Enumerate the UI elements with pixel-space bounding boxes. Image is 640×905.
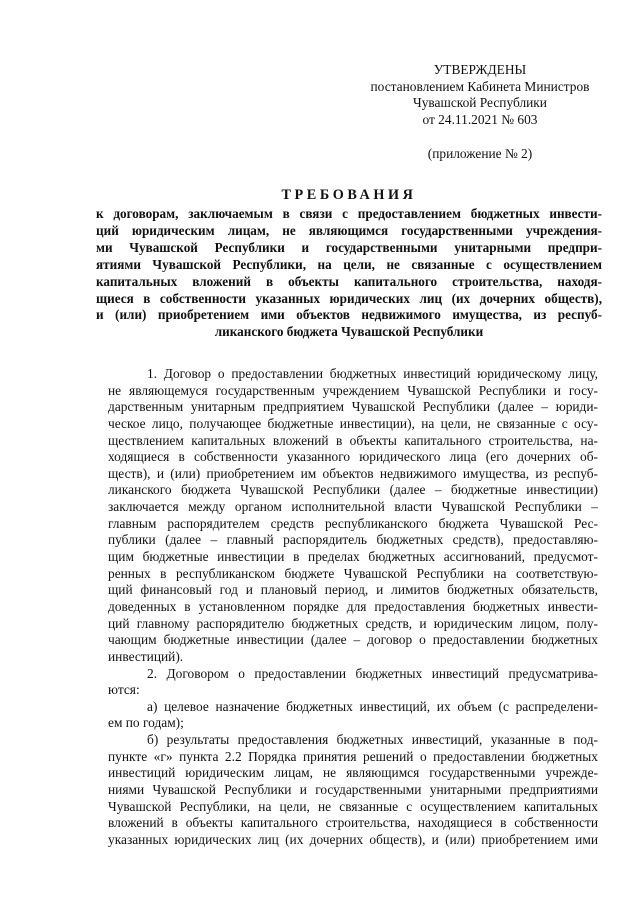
document-body [108, 366, 598, 849]
paragraph-1-line: публики (далее – главный распорядитель бюджетных средств), предоставляю- [108, 532, 598, 548]
subtitle-line: ликанского бюджета Чувашской Республики [214, 324, 484, 340]
approval-region: Чувашской Республики [413, 95, 547, 110]
paragraph-1-line: дарственным унитарным предприятием Чувашской Республики (далее – юриди- [108, 399, 598, 415]
paragraph-1-line: ществ), и (или) приобретением им объектов недвижимого имущества, из респуб- [108, 465, 598, 481]
approval-date-number: от 24.11.2021 № 603 [422, 111, 538, 127]
item-a-line: ем по годам); [108, 715, 184, 731]
paragraph-1-line: ходящиеся в собственности указанного юридического лица (его дочерних об- [108, 449, 598, 465]
item-b-line: пункте «г» пункта 2.2 Порядка принятия решений о предоставлении бюджетных [108, 748, 598, 764]
approval-stamp [360, 62, 600, 128]
subtitle-line: ми Чувашской Республики и государственными унитарными предпри- [96, 239, 602, 255]
subtitle-line: ятиями Чувашской Республики, на цели, не связанные с осуществлением [96, 256, 602, 272]
item-b-line: б) результаты предоставления бюджетных инвестиций, указанные в под- [147, 732, 598, 748]
paragraph-1-line: инвестиций). [108, 648, 184, 664]
item-b-line: ниями Чувашской Республики и государственными унитарными предприятиями [108, 782, 598, 798]
paragraph-1-line: 1. Договор о предоставлении бюджетных инвестиций юридическому лицу, [147, 366, 598, 381]
paragraph-1-line: ществлением капитальных вложений в объекты капитального строительства, на- [108, 432, 598, 448]
subtitle-line: ций юридическим лицам, не являющимся государственными учреждения- [96, 222, 602, 238]
paragraph-1-line: доведенных в установленном порядке для предоставления бюджетных инвести- [108, 598, 598, 614]
paragraph-1-line: щий финансовый год и плановый период, и лимитов бюджетных обязательств, [108, 582, 598, 598]
item-a-line: а) целевое назначение бюджетных инвестиций, их объем (с распределени- [147, 698, 598, 714]
approval-issuer: постановлением Кабинета Министров [370, 78, 590, 94]
document-title: ТРЕБОВАНИЯ [281, 187, 417, 203]
paragraph-1-line: ческое лицо, получающее бюджетные инвестиции), на цели, не связанные с осу- [108, 415, 598, 431]
appendix-note: (приложение № 2) [427, 146, 533, 161]
approval-heading: УТВЕРЖДЕНЫ [433, 62, 527, 77]
subtitle-line: капитальных вложений в объекты капитального строительства, находя- [96, 273, 602, 289]
paragraph-1-line: заключается между органом исполнительной власти Чувашской Республики – [108, 499, 598, 515]
subtitle-line: к договорам, заключаемым в связи с предоставлением бюджетных инвести- [96, 206, 602, 221]
paragraph-1-line: не являющемуся государственным учреждением Чувашской Республики и госу- [108, 382, 598, 398]
paragraph-1-line: главным распорядителем средств республиканского бюджета Чувашской Рес- [108, 515, 598, 531]
subtitle-line: щиеся в собственности указанных юридических лиц (их дочерних обществ), [96, 290, 602, 306]
item-b-line: Чувашской Республики, на цели, не связанные с осуществлением капитальных [108, 798, 598, 814]
paragraph-1-line: ренных в республиканском бюджете Чувашской Республики на соответствую- [108, 565, 598, 581]
paragraph-1-line: ликанского бюджета Чувашской Республики (далее – бюджетные инвестиции) [108, 482, 598, 498]
subtitle-line: и (или) приобретением ими объектов недвижимого имущества, из респуб- [96, 307, 602, 323]
item-b-line: инвестиций юридическим лицам, не являющимся государственными учрежде- [108, 765, 598, 781]
document-subtitle [96, 206, 602, 341]
item-b-line: указанных юридических лиц (их дочерних обществ), и (или) приобретением ими [108, 831, 598, 847]
paragraph-1-line: чающим бюджетные инвестиции (далее – договор о предоставлении бюджетных [108, 632, 598, 648]
paragraph-1-line: ций главному распорядителю бюджетных средств, и юридическим лицом, полу- [108, 615, 598, 631]
paragraph-2-line: 2. Договором о предоставлении бюджетных инвестиций предусматрива- [147, 665, 598, 681]
paragraph-1-line: щим бюджетные инвестиции в пределах бюджетных ассигнований, предусмот- [108, 549, 598, 565]
item-b-line: вложений в объекты капитального строительства, находящиеся в собственности [108, 815, 598, 831]
paragraph-2-line: ются: [108, 682, 140, 698]
